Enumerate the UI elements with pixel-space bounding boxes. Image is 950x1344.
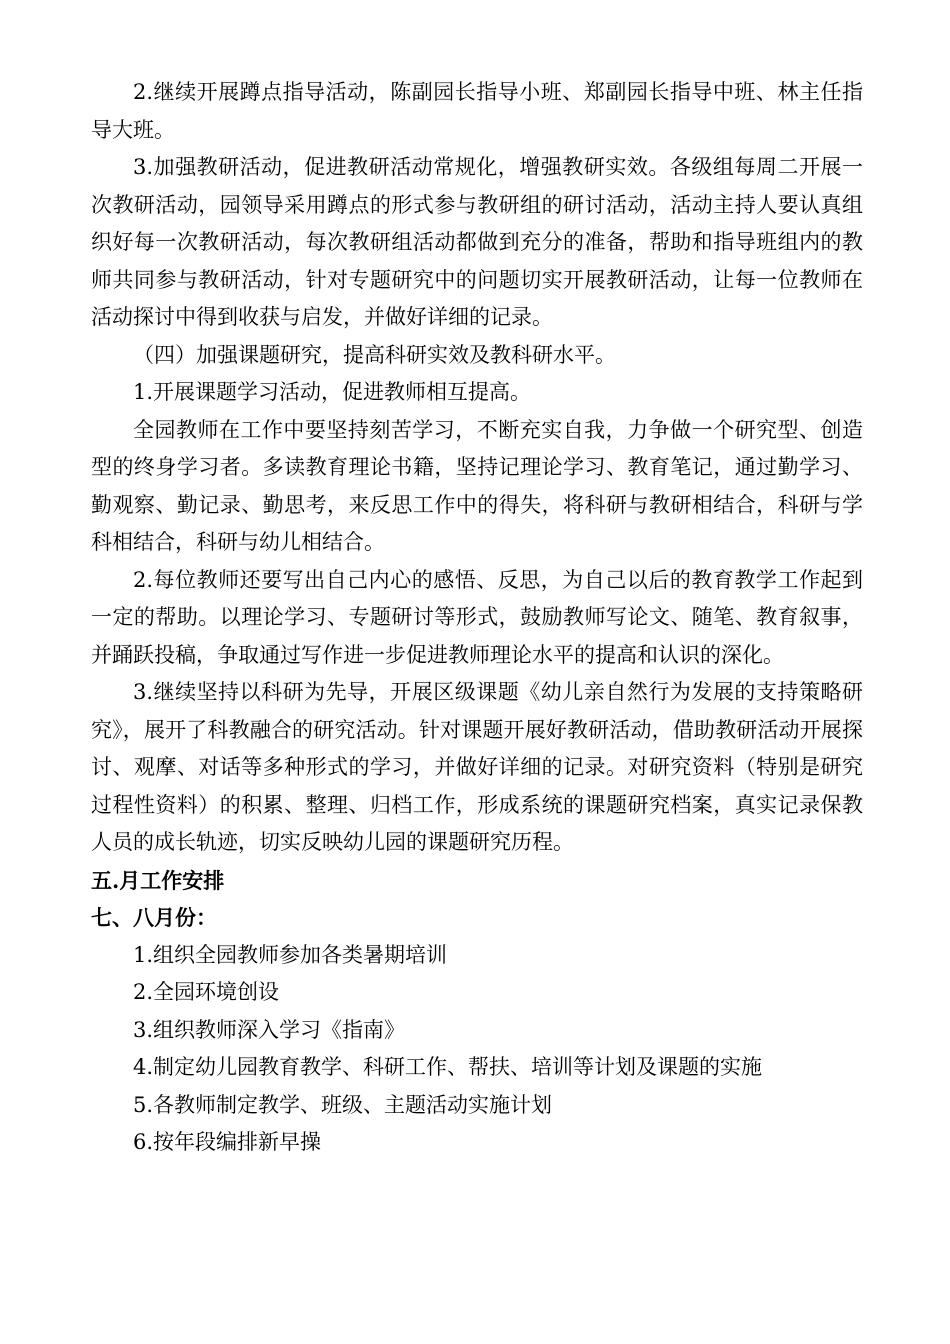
paragraph-topic-learning: 1.开展课题学习活动，促进教师相互提高。 [133, 380, 532, 404]
paragraph-research-project: 3.继续坚持以科研为先导，开展区级课题《幼儿亲自然行为发展的支持策略研究》，展开了科教融合的研究活动。针对课题开展好教研活动，借助教研活动开展探讨、观摩、对话等多种形式的学习，并做好详细的记录。对研究资料（特别是研究过程性资料）的积累、整理、归档工作，形成系统的课题研究档案，真实记录保教人员的成长轨迹，切实反映幼儿园的课题研究历程。 [91, 680, 863, 854]
paragraph-reflection-writing: 2.每位教师还要写出自己内心的感悟、反思，为自己以后的教育教学工作起到一定的帮助。以理论学习、专题研讨等形式，鼓励教师写论文、随笔、教育叙事，并踊跃投稿，争取通过写作进一步促进教师理论水平的提高和认识的深化。 [91, 567, 863, 667]
section-heading-topic-research: （四）加强课题研究，提高科研实效及教科研水平。 [133, 342, 616, 367]
paragraph-teaching-research: 3.加强教研活动，促进教研活动常规化，增强教研实效。各级组每周二开展一次教研活动，园领导采用蹲点的形式参与教研组的研讨活动，活动主持人要认真组织好每一次教研活动，每次教研组活动都做到充分的准备，帮助和指导班组内的教师共同参与教研活动，针对专题研究中的问题切实开展教研活动，让每一位教师在活动探讨中得到收获与启发，并做好详细的记录。 [91, 155, 863, 329]
list-item-plans: 4.制定幼儿园教育教学、科研工作、帮扶、培训等计划及课题的实施 [133, 1055, 763, 1079]
list-item-teacher-plans: 5.各教师制定教学、班级、主题活动实施计划 [133, 1092, 553, 1117]
paragraph-squat-guidance: 2.继续开展蹲点指导活动，陈副园长指导小班、郑副园长指导中班、林主任指导大班。 [91, 80, 863, 142]
paragraph-lifelong-learning: 全园教师在工作中要坚持刻苦学习，不断充实自我，力争做一个研究型、创造型的终身学习者。多读教育理论书籍，坚持记理论学习、教育笔记，通过勤学习、勤观察、勤记录、勤思考，来反思工作中的得失，将科研与教研相结合，科研与学科相结合，科研与幼儿相结合。 [91, 417, 863, 554]
heading-july-august: 七、八月份： [91, 905, 217, 930]
document-page [91, 74, 863, 1162]
list-item-summer-training: 1.组织全园教师参加各类暑期培训 [133, 942, 448, 967]
heading-monthly-schedule: 五.月工作安排 [91, 867, 225, 893]
list-item-morning-exercise: 6.按年段编排新早操 [133, 1130, 322, 1154]
list-item-environment: 2.全园环境创设 [133, 980, 280, 1004]
list-item-study-guide: 3.组织教师深入学习《指南》 [133, 1017, 406, 1042]
